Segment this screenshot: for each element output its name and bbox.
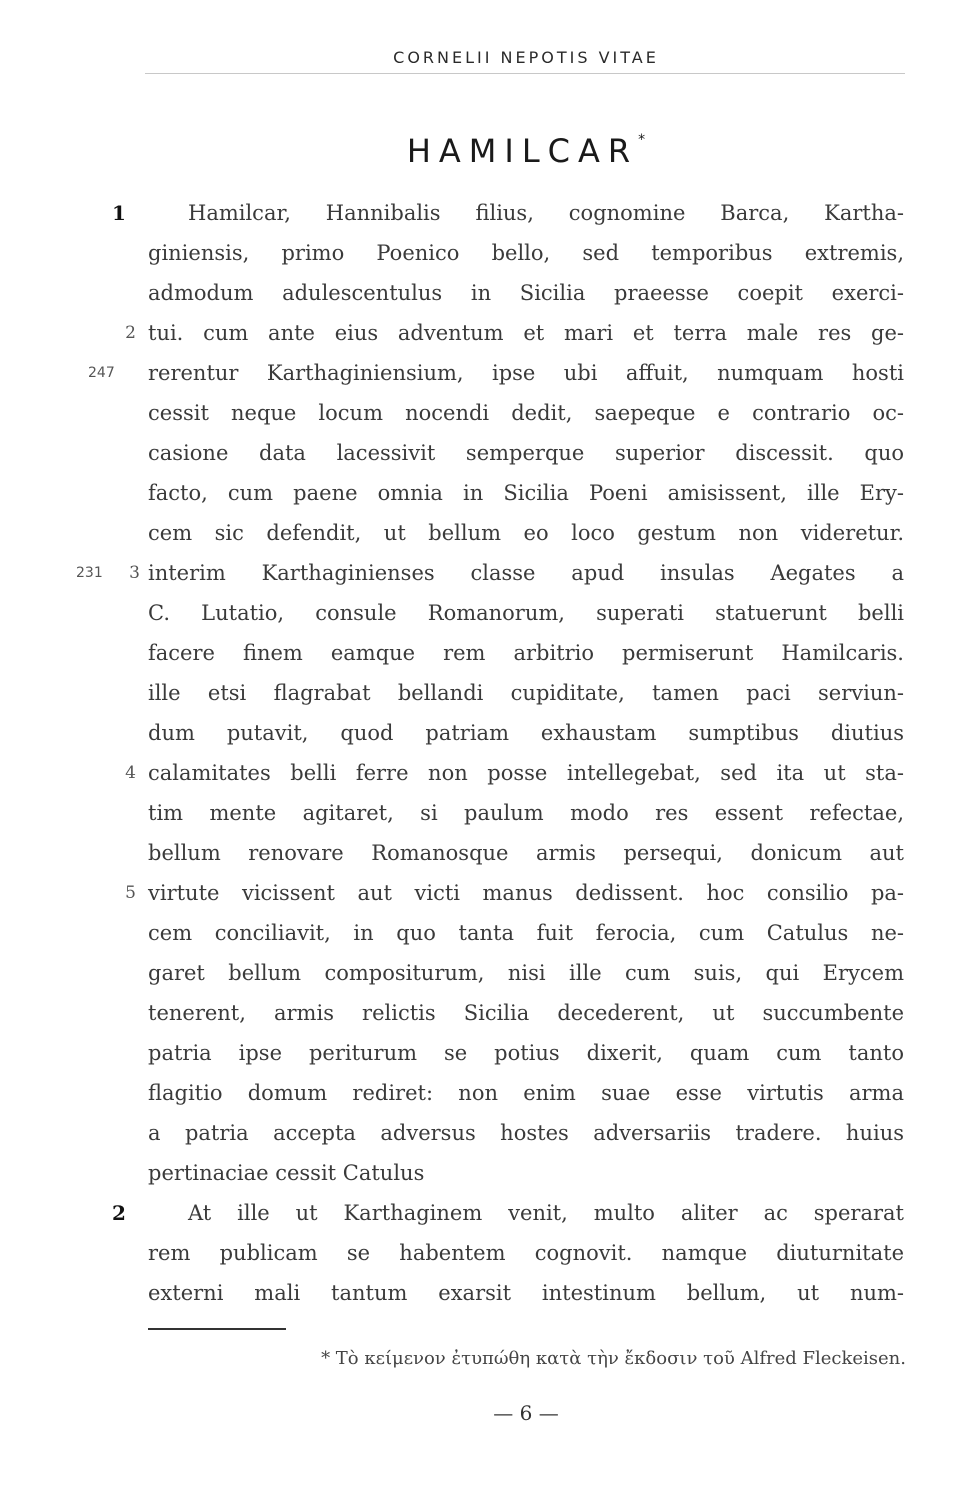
page-ref-247: 247 <box>88 365 115 381</box>
footnote: * Τὸ κείμενον ἐτυπώθη κατὰ τὴν ἔκδοσιν τοῦ Alfred Fleckeisen. <box>321 1348 906 1369</box>
text-line: cessit neque locum nocendi dedit, saepeque e contrario oc- <box>148 401 904 425</box>
running-header: CORNELII NEPOTIS VITAE <box>393 48 659 67</box>
text-line: a patria accepta adversus hostes adversariis tradere. huius <box>148 1121 904 1145</box>
text-line: pertinaciae cessit Catulus <box>148 1161 425 1185</box>
text-line: rerentur Karthaginiensium, ipse ubi affuit, numquam hosti <box>148 361 904 385</box>
text-line: dum putavit, quod patriam exhaustam sumptibus diutius <box>148 721 904 745</box>
section-number-3: 3 <box>129 563 140 583</box>
footnote-rule <box>148 1328 286 1330</box>
text-line: Hamilcar, Hannibalis filius, cognomine Barca, Kartha- <box>188 201 904 225</box>
text-line: interim Karthaginienses classe apud insulas Aegates a <box>148 561 904 585</box>
chapter-number-1: 1 <box>112 201 126 225</box>
text-line: tenerent, armis relictis Sicilia decederent, ut succumbente <box>148 1001 904 1025</box>
text-line: garet bellum compositurum, nisi ille cum suis, qui Erycem <box>148 961 904 985</box>
section-number-5: 5 <box>125 883 136 903</box>
text-line: admodum adulescentulus in Sicilia praeesse coepit exerci- <box>148 281 904 305</box>
text-line: patria ipse periturum se potius dixerit, quam cum tanto <box>148 1041 904 1065</box>
chapter-title <box>0 132 975 170</box>
text-line: bellum renovare Romanosque armis persequi, donicum aut <box>148 841 904 865</box>
title-text: HAMILCAR <box>406 132 639 170</box>
text-line: casione data lacessivit semperque superior discessit. quo <box>148 441 904 465</box>
text-line: cem conciliavit, in quo tanta fuit ferocia, cum Catulus ne- <box>148 921 904 945</box>
text-line: C. Lutatio, consule Romanorum, superati statuerunt belli <box>148 601 904 625</box>
chapter-number-2: 2 <box>112 1201 126 1225</box>
text-line: facere finem eamque rem arbitrio permiserunt Hamilcaris. <box>148 641 904 665</box>
text-line: tui. cum ante eius adventum et mari et terra male res ge- <box>148 321 904 345</box>
text-line: At ille ut Karthaginem venit, multo aliter ac sperarat <box>188 1201 904 1225</box>
text-line: ille etsi flagrabat bellandi cupiditate, tamen paci serviun- <box>148 681 904 705</box>
text-line: cem sic defendit, ut bellum eo loco gestum non videretur. <box>148 521 904 545</box>
text-line: facto, cum paene omnia in Sicilia Poeni amisissent, ille Ery- <box>148 481 904 505</box>
section-number-4: 4 <box>125 763 136 783</box>
header-rule <box>145 73 905 74</box>
text-line: rem publicam se habentem cognovit. namque diuturnitate <box>148 1241 904 1265</box>
text-line: tim mente agitaret, si paulum modo res essent refectae, <box>148 801 904 825</box>
text-line: externi mali tantum exarsit intestinum bellum, ut num- <box>148 1281 904 1305</box>
title-footnote-mark: * <box>638 132 646 149</box>
page-ref-231: 231 <box>76 565 103 581</box>
text-line: giniensis, primo Poenico bello, sed temporibus extremis, <box>148 241 904 265</box>
text-line: flagitio domum rediret: non enim suae esse virtutis arma <box>148 1081 904 1105</box>
section-number-2: 2 <box>125 323 136 343</box>
text-line: virtute vicissent aut victi manus dedissent. hoc consilio pa- <box>148 881 904 905</box>
page-number: — 6 — <box>493 1401 559 1425</box>
text-line: calamitates belli ferre non posse intellegebat, sed ita ut sta- <box>148 761 904 785</box>
